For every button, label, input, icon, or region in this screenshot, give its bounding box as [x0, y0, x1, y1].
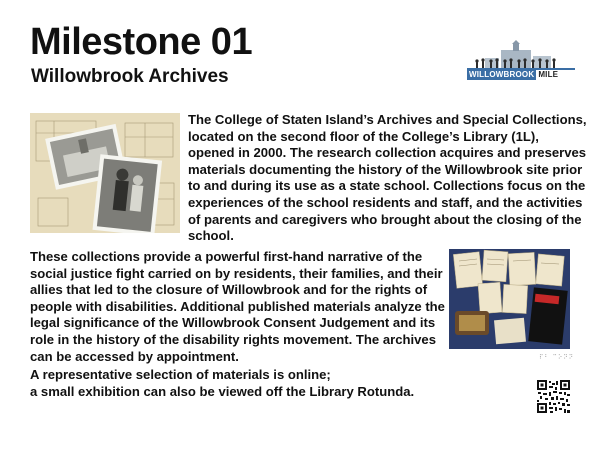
- logo-word-secondary: MILE: [538, 70, 559, 79]
- logo-word-primary: WILLOWBROOK: [469, 70, 535, 79]
- archival-documents-image: [449, 249, 570, 349]
- closing-paragraph: [30, 366, 450, 400]
- skyline-icon: [467, 40, 575, 70]
- closing-line-2: a small exhibition can also be viewed off the Library Rotunda.: [30, 384, 415, 399]
- page-subtitle: Willowbrook Archives: [31, 66, 229, 87]
- page-title: Milestone 01: [30, 21, 253, 63]
- qr-code-icon[interactable]: [537, 380, 570, 413]
- logo-wordmark: [467, 70, 558, 82]
- intro-paragraph: The College of Staten Island’s Archives and Special Collections, located on the second floor of the College’s Library (1L), opened in 2000. The research collection acquires and preserves materials documenting the history of the Willowbrook site prior to and during its use as a state school. Collections focus on the experiences of the school residents and staff, and the activities of parents and caregivers who brought about the closing of the school.: [188, 112, 587, 244]
- closing-line-1: A representative selection of materials is online;: [30, 367, 331, 382]
- willowbrook-mile-logo: [467, 40, 575, 86]
- archival-collage-image: [30, 113, 180, 233]
- body-paragraph: These collections provide a powerful first-hand narrative of the social justice fight carried on by residents, their families, and their allies that led to the closure of Willowbrook and for the rights of people with disabilities. Additional published materials analyze the legal significance of the Willowbrook Consent Judgement and its role in the history of the disability rights movement. The archives can be accessed by appointment.: [30, 249, 445, 364]
- braille-icon: ⠏⠃ ⠉⠕⠝⠝: [539, 355, 575, 361]
